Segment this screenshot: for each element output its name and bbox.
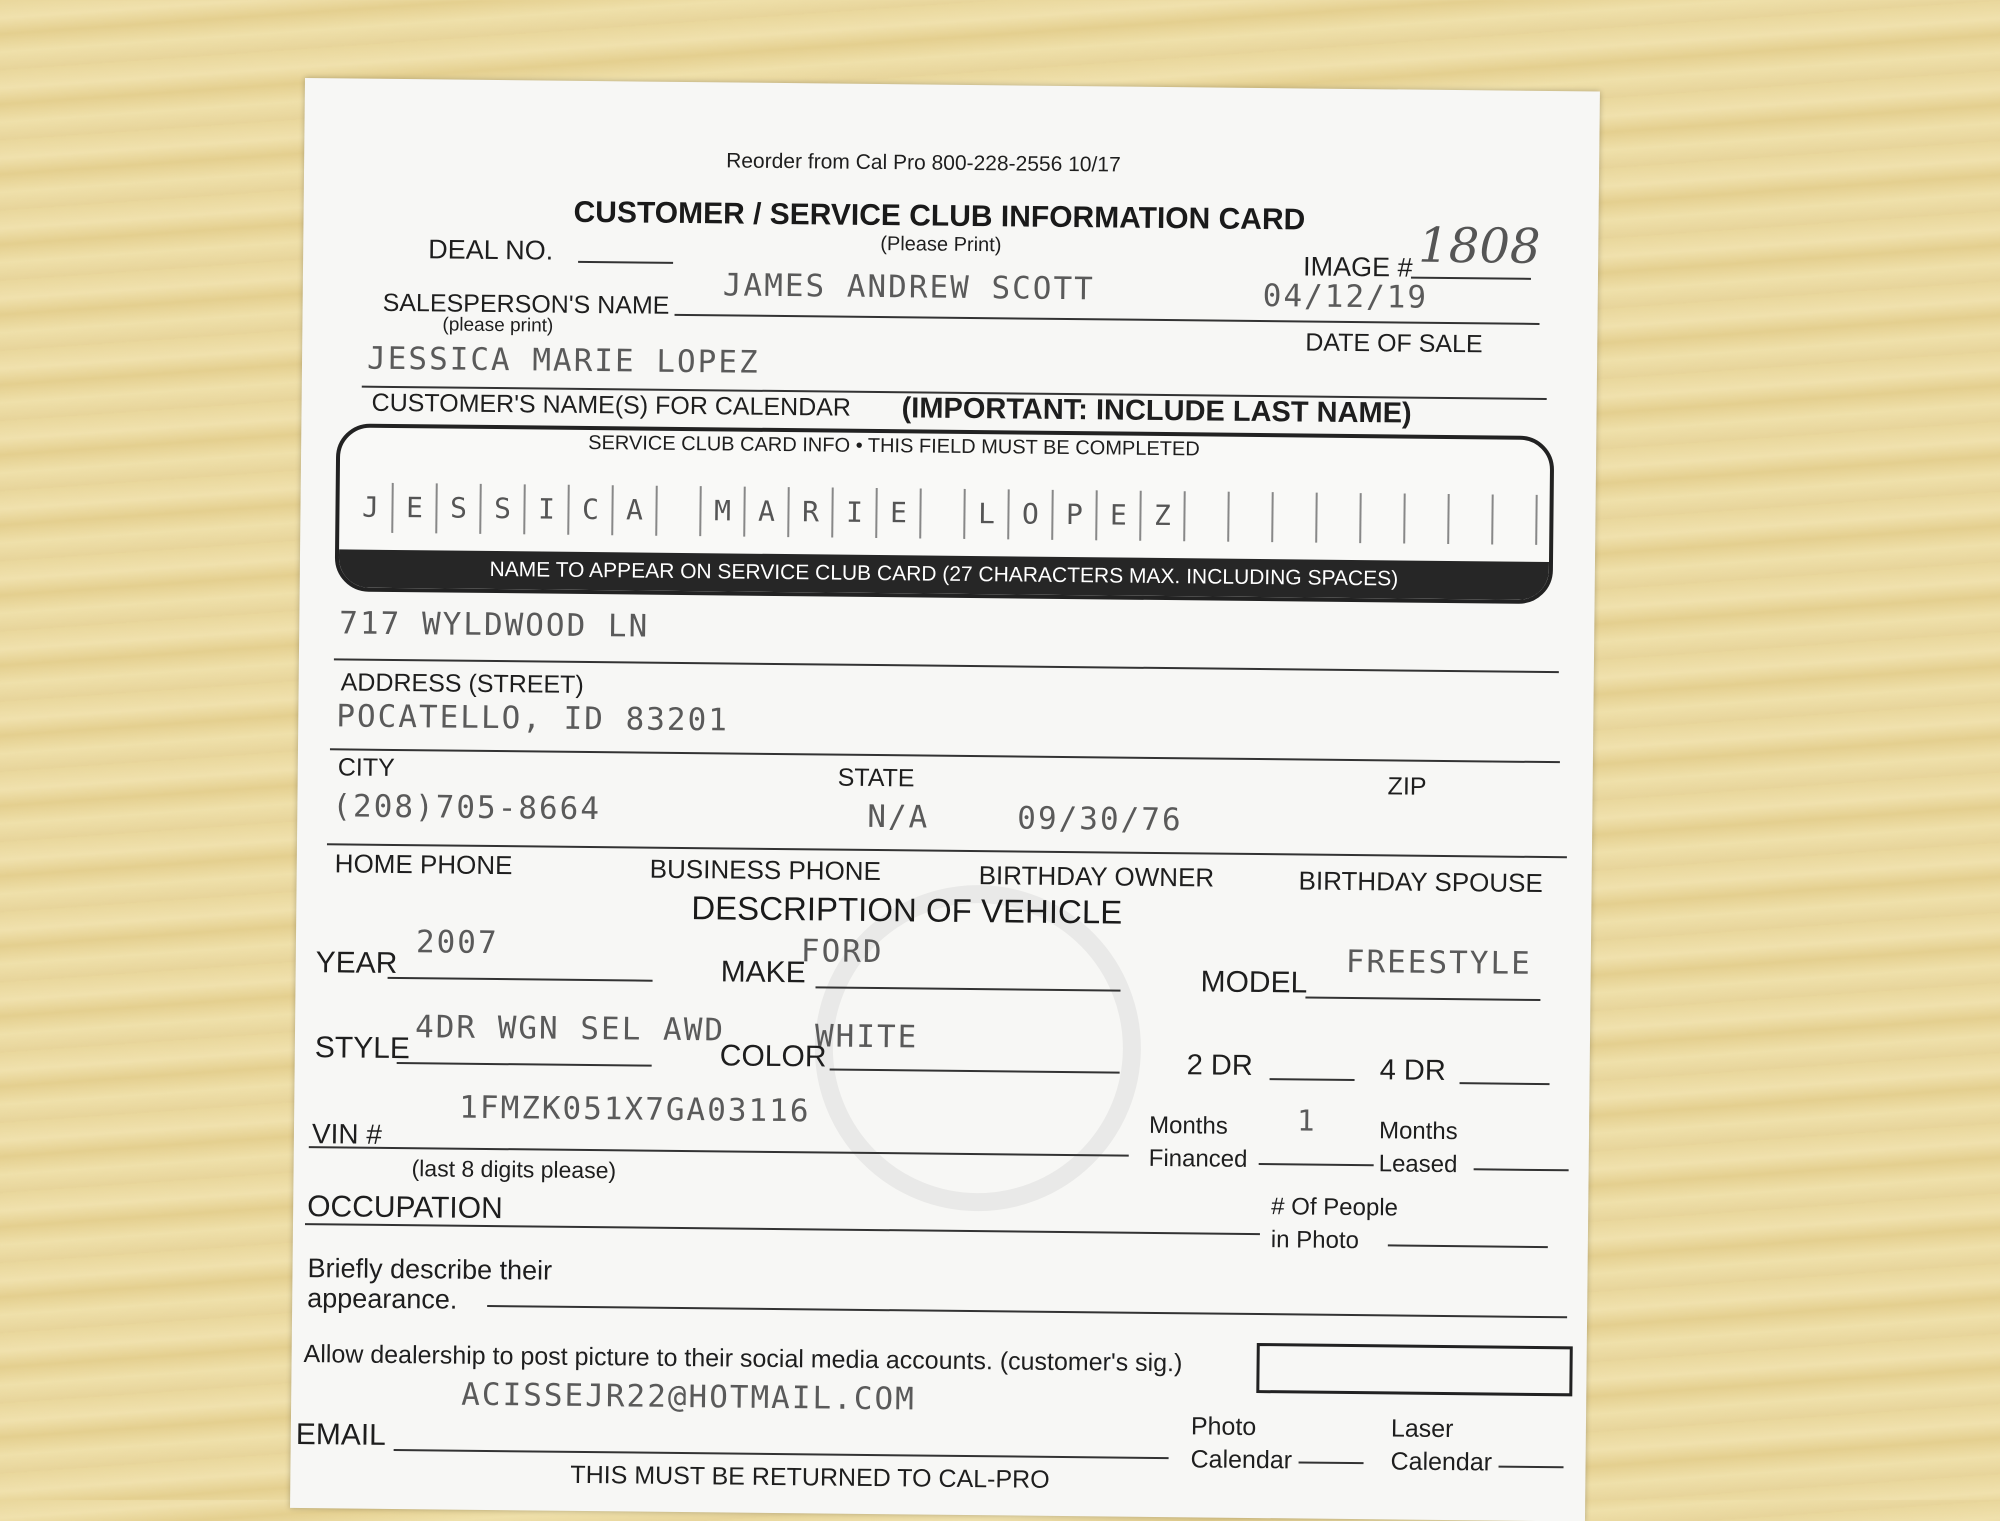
customer-name-value: JESSICA MARIE LOPEZ	[366, 340, 760, 381]
people-in-photo-line	[1388, 1244, 1548, 1248]
salesperson-value: JAMES ANDREW SCOTT	[722, 267, 1095, 308]
character-cell: A	[745, 487, 790, 537]
describe-line	[487, 1305, 1567, 1318]
image-number-handwritten: 1808	[1418, 217, 1541, 275]
character-cell: S	[481, 484, 526, 534]
footer-notice: THIS MUST BE RETURNED TO CAL-PRO	[570, 1460, 1050, 1494]
character-cell	[1361, 493, 1406, 543]
character-cell: I	[525, 484, 570, 534]
vin-note: (last 8 digits please)	[411, 1155, 617, 1184]
describe-label-2: appearance.	[307, 1283, 458, 1315]
color-value: WHITE	[814, 1018, 919, 1056]
character-cell	[657, 486, 702, 536]
state-label: STATE	[837, 763, 915, 793]
vehicle-heading: DESCRIPTION OF VEHICLE	[691, 889, 1123, 931]
birthday-owner-label: BIRTHDAY OWNER	[978, 860, 1215, 893]
vin-value: 1FMZK051X7GA03116	[459, 1089, 811, 1130]
style-value: 4DR WGN SEL AWD	[414, 1009, 726, 1049]
please-print-small: (please print)	[442, 314, 554, 337]
club-card-band: NAME TO APPEAR ON SERVICE CLUB CARD (27 CHARACTERS MAX. INCLUDING SPACES)	[339, 549, 1549, 600]
people-in-photo-label-1: # Of People	[1271, 1193, 1399, 1222]
service-club-box	[335, 423, 1555, 604]
four-door-label: 4 DR	[1379, 1054, 1446, 1087]
character-cell	[1405, 494, 1450, 544]
home-phone-value: (208)705-8664	[332, 788, 602, 828]
laser-calendar-line	[1499, 1466, 1564, 1469]
character-cell: J	[349, 482, 394, 532]
character-cell: M	[701, 486, 746, 536]
character-cell: R	[789, 487, 834, 537]
financed-label: Financed	[1148, 1144, 1248, 1173]
model-label: MODEL	[1200, 965, 1308, 1000]
character-cell	[1229, 492, 1274, 542]
birthday-spouse-label: BIRTHDAY SPOUSE	[1298, 865, 1543, 899]
deal-no-label: DEAL NO.	[428, 234, 554, 266]
photo-calendar-label: Calendar	[1190, 1445, 1293, 1475]
zip-label: ZIP	[1387, 772, 1427, 801]
salesperson-label: SALESPERSON'S NAME	[382, 288, 670, 320]
character-cell	[921, 488, 966, 538]
make-value: FORD	[800, 933, 884, 971]
year-label: YEAR	[315, 946, 398, 981]
character-cell: A	[613, 485, 658, 535]
character-cells	[349, 482, 1537, 544]
months-financed-line	[1259, 1163, 1374, 1166]
reorder-text: Reorder from Cal Pro 800-228-2556 10/17	[726, 149, 1121, 177]
vin-label: VIN #	[311, 1118, 383, 1150]
style-line	[397, 1062, 652, 1067]
information-card	[290, 78, 1600, 1521]
please-print-note: (Please Print)	[880, 233, 1002, 257]
two-door-label: 2 DR	[1186, 1049, 1253, 1082]
calendar-name-label: CUSTOMER'S NAME(S) FOR CALENDAR	[371, 388, 852, 422]
months-leased-line	[1474, 1168, 1569, 1171]
city-value: POCATELLO, ID 83201	[336, 698, 730, 739]
character-cell: S	[437, 483, 482, 533]
business-phone-label: BUSINESS PHONE	[649, 853, 882, 887]
character-cell	[1317, 493, 1362, 543]
occupation-line	[305, 1223, 1260, 1235]
character-cell	[1185, 491, 1230, 541]
important-note: (IMPORTANT: INCLUDE LAST NAME)	[901, 392, 1412, 430]
image-number-line	[1411, 277, 1531, 280]
photo-label: Photo	[1190, 1412, 1257, 1442]
email-line	[394, 1449, 1169, 1459]
city-line	[330, 748, 1560, 763]
occupation-label: OCCUPATION	[307, 1190, 503, 1226]
character-cell: E	[1097, 490, 1142, 540]
four-door-line	[1460, 1082, 1550, 1085]
date-of-sale-label: DATE OF SALE	[1305, 328, 1483, 359]
birthday-owner-value: 09/30/76	[1017, 800, 1183, 839]
street-label: ADDRESS (STREET)	[340, 668, 584, 699]
character-cell: C	[569, 485, 614, 535]
street-value: 717 WYLDWOOD LN	[339, 605, 650, 645]
character-cell: L	[965, 489, 1010, 539]
character-cell: Z	[1141, 491, 1186, 541]
image-label: IMAGE #	[1302, 251, 1413, 283]
leased-label: Leased	[1378, 1150, 1458, 1179]
character-cell: I	[833, 488, 878, 538]
business-phone-value: N/A	[867, 798, 930, 836]
months-financed-label-1: Months	[1148, 1111, 1228, 1140]
character-cell: P	[1053, 490, 1098, 540]
character-cell: E	[877, 488, 922, 538]
months-financed-value: 1	[1296, 1103, 1317, 1138]
months-leased-label-1: Months	[1378, 1117, 1458, 1146]
card-title: CUSTOMER / SERVICE CLUB INFORMATION CARD	[573, 195, 1306, 237]
photo-calendar-line	[1299, 1461, 1364, 1464]
describe-label-1: Briefly describe their	[307, 1253, 553, 1286]
signature-box[interactable]	[1256, 1343, 1573, 1396]
model-value: FREESTYLE	[1345, 943, 1532, 982]
city-label: CITY	[337, 753, 395, 782]
character-cell	[1449, 494, 1494, 544]
character-cell: O	[1009, 489, 1054, 539]
people-in-photo-label-2: in Photo	[1270, 1226, 1360, 1255]
laser-calendar-label: Calendar	[1390, 1447, 1493, 1477]
style-label: STYLE	[314, 1031, 411, 1066]
social-media-label: Allow dealership to post picture to their social media accounts. (customer's sig.)	[303, 1340, 1183, 1378]
laser-label: Laser	[1390, 1414, 1454, 1444]
home-phone-label: HOME PHONE	[334, 848, 513, 881]
character-cell	[1273, 492, 1318, 542]
year-value: 2007	[415, 924, 499, 962]
make-label: MAKE	[720, 955, 806, 990]
character-cell: E	[393, 483, 438, 533]
email-value: ACISSEJR22@HOTMAIL.COM	[461, 1376, 916, 1418]
email-label: EMAIL	[295, 1417, 386, 1452]
color-label: COLOR	[719, 1039, 827, 1074]
two-door-line	[1270, 1078, 1355, 1081]
club-card-info-label: SERVICE CLUB CARD INFO • THIS FIELD MUST BE COMPLETED	[588, 431, 1200, 461]
model-line	[1305, 997, 1540, 1001]
year-line	[388, 977, 653, 982]
character-cell	[1493, 494, 1538, 544]
phones-line	[327, 843, 1567, 858]
deal-no-line	[578, 261, 673, 264]
date-of-sale-value: 04/12/19	[1262, 278, 1429, 316]
